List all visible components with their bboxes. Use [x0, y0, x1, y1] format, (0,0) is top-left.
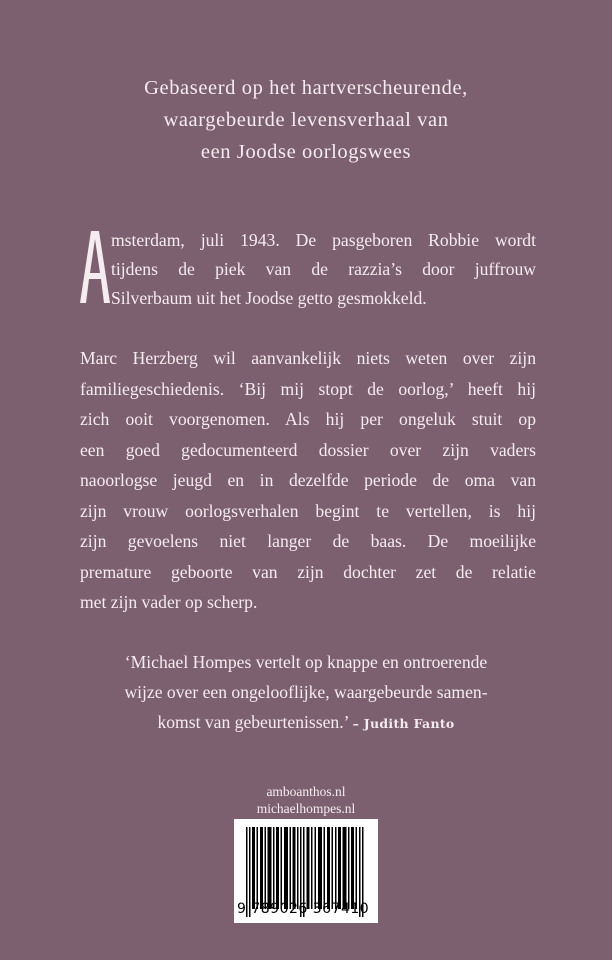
- isbn-number: 9 789026 367410: [237, 901, 370, 917]
- tagline-line: een Joodse oorlogswees: [200, 141, 412, 163]
- intro-line: Silverbaum uit het Joodse getto gesmokkeld.: [111, 288, 427, 308]
- body-line: een goed gedocumenteerd dossier over zijn vaders: [80, 439, 536, 460]
- quote-line: wijze over een ongelooflijke, waargebeurde samen-: [124, 682, 488, 702]
- isbn-barcode: [234, 819, 378, 923]
- quote-attribution: – Judith Fanto: [352, 716, 455, 731]
- body-line: zich ooit voorgenomen. Als hij per ongeluk stuit op: [80, 409, 536, 429]
- quote-text: komst van gebeurtenissen.’: [157, 712, 349, 732]
- body-line: premature geboorte van zijn dochter zet de relatie: [80, 561, 536, 582]
- review-quote: [60, 647, 552, 739]
- body-line: Marc Herzberg wil aanvankelijk niets weten over zijn: [80, 348, 536, 368]
- body-line: zijn vrouw oorlogsverhalen begint te vertellen, is hij: [80, 500, 536, 521]
- intro-paragraph: [80, 226, 536, 313]
- body-line: met zijn vader op scherp.: [80, 592, 258, 612]
- dropcap-a: [80, 231, 110, 303]
- tagline-line: waargebeurde levensverhaal van: [163, 109, 449, 131]
- quote-line: ‘Michael Hompes vertelt op knappe en ontroerende: [124, 652, 488, 672]
- intro-line: msterdam, juli 1943. De pasgeboren Robbie wordt: [111, 230, 536, 250]
- body-line: zijn gevoelens niet langer de baas. De moeilijke: [80, 531, 536, 551]
- body-paragraph: [80, 343, 536, 618]
- intro-line: tijdens de piek van de razzia’s door juffrouw: [111, 259, 536, 279]
- publisher-website: amboanthos.nl: [266, 784, 346, 799]
- author-website: michaelhompes.nl: [256, 801, 356, 816]
- body-line: naoorlogse jeugd en in dezelfde periode de oma van: [80, 470, 536, 490]
- website-links: [206, 783, 406, 817]
- tagline-line: Gebaseerd op het hartverscheurende,: [144, 77, 468, 99]
- quote-line-last: [60, 707, 552, 739]
- tagline: [60, 72, 552, 168]
- body-line: familiegeschiedenis. ‘Bij mij stopt de oorlog,’ heeft hij: [80, 378, 536, 399]
